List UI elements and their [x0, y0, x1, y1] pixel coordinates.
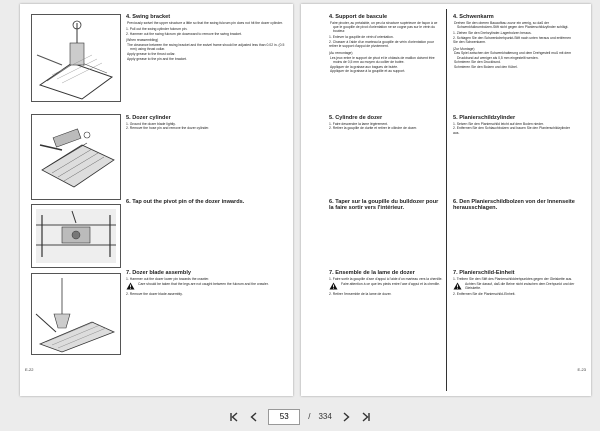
section-de-bolzen	[453, 199, 575, 211]
bullet-line: Previously swivel the upper structure a little so that the swing fulcrum pin does not hit the dozer cylinder.	[127, 20, 283, 25]
left-page	[20, 4, 293, 396]
step-line: 1. Treiben Sie den Stift des Planierschilddrehpunktes gegen der Gleiskette aus.	[453, 276, 573, 281]
figure-pivot-pin	[31, 204, 121, 268]
dozer-blade-illustration	[32, 274, 120, 354]
swing-bracket-illustration	[32, 15, 120, 101]
prev-page-icon	[249, 412, 259, 422]
section-fr-cylindre	[329, 115, 443, 131]
warning-text: Faire attention à ce que les pieds entre l'axe d'appui et la chenille.	[341, 281, 440, 286]
next-page-button[interactable]	[340, 410, 352, 424]
step-line: 1. Enlever la goupille de vérin d'orientation.	[329, 35, 394, 40]
step-line: 2. Retirer l'ensemble de la lame de dozer.	[329, 291, 392, 296]
section-fr-lame	[329, 270, 443, 296]
section-title: 5. Dozer cylinder	[126, 115, 171, 121]
section-title: 4. Support de bascule	[329, 14, 388, 20]
next-page-icon	[341, 412, 351, 422]
section-pivot-pin	[126, 199, 288, 205]
section-title: 7. Planierschild-Einheit	[453, 270, 515, 276]
section-dozer-cylinder	[126, 115, 288, 131]
step-line: 2. Remove the dozer blade assembly.	[126, 291, 183, 296]
section-fr-support	[329, 14, 443, 74]
section-title: 4. Schwenkarm	[453, 14, 494, 20]
pager-toolbar	[0, 402, 600, 431]
total-pages: 334	[318, 412, 332, 421]
step-line: 1. Ground the dozer blade lightly.	[126, 121, 176, 126]
dozer-cylinder-illustration	[32, 115, 120, 199]
pivot-pin-illustration	[32, 205, 120, 267]
page-number-input[interactable]	[268, 409, 300, 425]
section-title: 7. Dozer blade assembly	[126, 270, 191, 276]
page-number: E-22	[25, 367, 34, 372]
step-line: 2. Chasser à l'aide d'un marteau la goupille de vérin d'orientation pour retirer le support d'appui de pivotement.	[329, 40, 434, 49]
step-line: 1. Hammer out the dozer lower pin towards the crawler.	[126, 276, 210, 281]
prev-page-button[interactable]	[248, 410, 260, 424]
warning-block	[126, 282, 288, 290]
warning-triangle-icon	[126, 282, 135, 290]
warning-block	[329, 282, 443, 290]
section-de-einheit	[453, 270, 575, 297]
section-de-zylinder	[453, 115, 575, 135]
note-line: (When reassembling)	[126, 38, 159, 43]
figure-swing-bracket	[31, 14, 121, 102]
bullet-line: Appliquer de la graisse à la goupille et au support.	[330, 69, 406, 74]
bullet-line: Appliquer de la graisse aux bagues de butée.	[330, 64, 399, 69]
warning-block	[453, 282, 575, 290]
step-line: 1. Setzen Sie den Planierschild leicht auf dem Boden nieder.	[453, 121, 544, 126]
section-dozer-blade	[126, 270, 288, 296]
warning-triangle-icon	[329, 282, 338, 290]
figure-dozer-blade	[31, 273, 121, 355]
right-page	[301, 4, 591, 396]
step-line: 2. Hammer out the swing fulcrum pin downward to remove the swing bracket.	[126, 31, 242, 36]
step-line: 2. Entfernen Sie den Schlauchbolzen und bauen Sie den Planierschildzylinder aus.	[453, 126, 571, 135]
step-line: 2. Schlagen Sie den Schwenkdrehpunkt-Stift nach unten heraus und entfernen Sie den Schwenkarm.	[453, 35, 572, 45]
bullet-line: Apply grease to the thrust collar.	[127, 51, 176, 56]
note-line: (Au remontage)	[329, 50, 353, 55]
section-title: 5. Planierschildzylinder	[453, 115, 516, 121]
section-swing-bracket	[126, 14, 288, 61]
bullet-line: Apply grease to the pin and the bracket.	[127, 56, 187, 61]
section-title: 5. Cylindre de dozer	[329, 115, 383, 121]
section-title: 6. Tap out the pivot pin of the dozer inwards.	[126, 199, 245, 205]
step-line: 2. Remove the hose pin and remove the dozer cylinder.	[126, 126, 210, 131]
bullet-line: Les jeux entre le support de pivot et le châssis de maillon doivent être moins de 0,5 mm au moyen du collier de butée.	[330, 55, 435, 64]
section-title: 7. Ensemble de la lame de dozer	[329, 270, 415, 276]
step-line: 2. Entfernen Sie die Planierschild-Einheit.	[453, 292, 516, 297]
bullet-line: The clearance between the swing bracket and the swivel frame should be adjusted less than 0.02 in. (0.5 mm) using thrust collar.	[127, 42, 285, 52]
section-title: 4. Swing bracket	[126, 14, 171, 20]
note-line: (Zur Montage)	[453, 46, 475, 51]
warning-triangle-icon	[453, 282, 462, 290]
page-separator: /	[308, 412, 311, 421]
bullet-line: Das Spiel zwischen der Schwenkhalterung und dem Drehgestell muß mit dem Druckbund auf weniger als 0,5 mm eingestellt werden.	[454, 51, 572, 60]
bullet-line: Schmieren Sie den Druckbund.	[454, 60, 501, 65]
section-title: 6. Taper sur la goupille du bulldozer pour la faire sortir vers l'intérieur.	[329, 199, 439, 211]
step-line: 1. Pull out the swing cylinder fulcrum pin.	[126, 26, 188, 31]
first-page-icon	[229, 412, 239, 422]
bullet-line: Schmieren Sie den Bolzen und den Kübel.	[454, 65, 518, 70]
step-line: 1. Ziehen Sie den Drehzylinder-Lagerbolzen heraus.	[453, 31, 532, 36]
column-divider	[446, 9, 447, 391]
section-fr-goupille	[329, 199, 443, 211]
section-title: 6. Den Planierschildbolzen von der Innenseite herausschlagen.	[453, 199, 575, 211]
last-page-icon	[361, 412, 371, 422]
step-line: 1. Faire sortir la goupille d'axe d'appui à l'aide d'un marteau vers la chenille.	[329, 276, 443, 281]
figure-dozer-cylinder	[31, 114, 121, 200]
section-de-schwenkarm	[453, 14, 575, 69]
warning-text: Care should be taken that the legs are not caught between the fulcrum and the crawler.	[138, 281, 269, 286]
bullet-line: Drehen Sie den oberen Bauaufbau zuvor ein wenig, so daß der Schwenkfulkrumbolzen-Stift nicht gegen den Planierschildzylinder schlägt.	[454, 20, 569, 29]
bullet-line: Faire pivoter, au préalable, un peu la structure supérieure de façon à ce que le goupille de pivot d'orientation ne se cogne pas sur le vérin du bouteur.	[330, 20, 438, 33]
warning-text: Achten Sie darauf, daß die Beine nicht zwischen dem Drehpunkt und der Gleiskette.	[465, 281, 575, 290]
page-number: E-23	[577, 367, 586, 372]
last-page-button[interactable]	[360, 410, 372, 424]
first-page-button[interactable]	[228, 410, 240, 424]
step-line: 2. Retirer la goupille de durite et retirer le cilindre de dozer.	[329, 126, 418, 131]
step-line: 1. Faire descendre la lame légèrement.	[329, 121, 388, 126]
